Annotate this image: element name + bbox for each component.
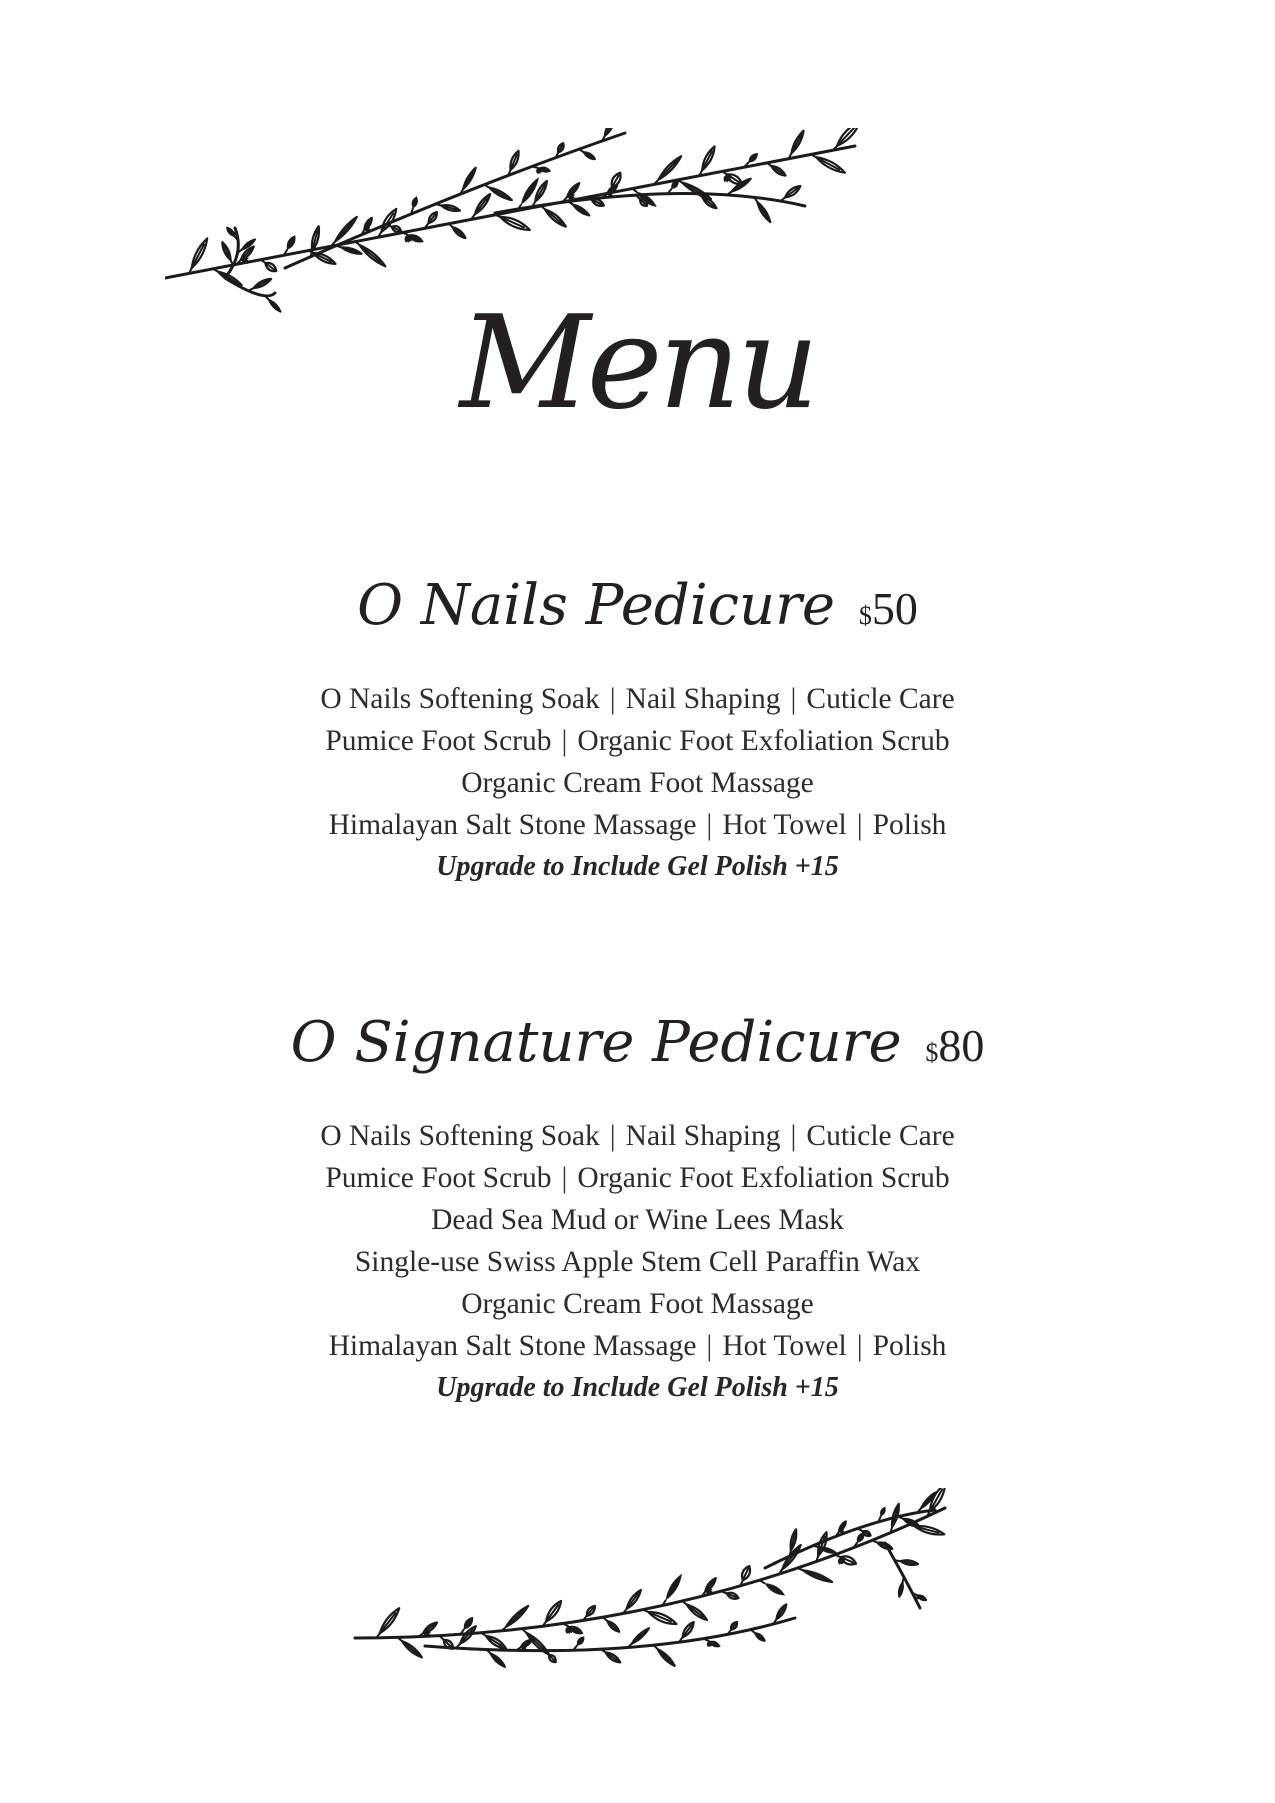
service-name: O Nails Pedicure <box>357 573 836 638</box>
service-item: Organic Cream Foot Massage <box>461 1288 814 1320</box>
service-items-list <box>0 1115 1275 1409</box>
item-separator: | <box>561 725 568 757</box>
item-line <box>0 1283 1275 1325</box>
price-currency-symbol: $ <box>858 601 872 630</box>
service-item: Polish <box>872 1330 947 1362</box>
service-price <box>859 583 918 634</box>
service-item: O Nails Softening Soak <box>320 1120 600 1152</box>
leafy-branch-bottom-icon <box>345 1488 1105 1688</box>
item-line <box>0 720 1275 762</box>
item-separator: | <box>706 1330 713 1362</box>
service-item: Single-use Swiss Apple Stem Cell Paraffin Wax <box>354 1246 921 1278</box>
service-item: Organic Foot Exfoliation Scrub <box>577 725 950 757</box>
service-section-2 <box>0 1010 1275 1409</box>
service-price <box>925 1020 984 1071</box>
price-amount: 80 <box>938 1020 985 1071</box>
upgrade-note: Upgrade to Include Gel Polish +15 <box>436 1372 839 1403</box>
item-line <box>0 1325 1275 1367</box>
service-item: Himalayan Salt Stone Massage <box>328 809 697 841</box>
item-separator: | <box>609 1120 616 1152</box>
item-line <box>0 1241 1275 1283</box>
service-item: Hot Towel <box>722 1330 847 1362</box>
item-separator: | <box>790 1120 797 1152</box>
item-line <box>0 1115 1275 1157</box>
price-amount: 50 <box>871 583 918 634</box>
item-separator: | <box>561 1162 568 1194</box>
service-title-2 <box>0 1010 1275 1087</box>
item-line <box>0 1199 1275 1241</box>
page-title: Menu <box>459 289 816 438</box>
item-line <box>0 1157 1275 1199</box>
service-items-list <box>0 678 1275 888</box>
service-item: Dead Sea Mud or Wine Lees Mask <box>431 1204 844 1236</box>
service-item: Nail Shaping <box>625 683 781 715</box>
service-item: Himalayan Salt Stone Massage <box>328 1330 697 1362</box>
service-item: Polish <box>872 809 947 841</box>
service-item: Cuticle Care <box>806 1120 955 1152</box>
item-separator: | <box>609 683 616 715</box>
service-section-1 <box>0 573 1275 888</box>
service-item: O Nails Softening Soak <box>320 683 600 715</box>
service-item: Pumice Foot Scrub <box>325 725 552 757</box>
item-line <box>0 804 1275 846</box>
item-separator: | <box>706 809 713 841</box>
item-line <box>0 762 1275 804</box>
item-separator: | <box>856 809 863 841</box>
price-currency-symbol: $ <box>925 1038 939 1067</box>
item-separator: | <box>856 1330 863 1362</box>
service-item: Pumice Foot Scrub <box>325 1162 552 1194</box>
service-item: Nail Shaping <box>625 1120 781 1152</box>
service-item: Organic Foot Exfoliation Scrub <box>577 1162 950 1194</box>
service-name: O Signature Pedicure <box>290 1010 902 1075</box>
upgrade-note: Upgrade to Include Gel Polish +15 <box>436 851 839 882</box>
item-line <box>0 678 1275 720</box>
service-title-1 <box>0 573 1275 650</box>
service-item: Organic Cream Foot Massage <box>461 767 814 799</box>
service-item: Hot Towel <box>722 809 847 841</box>
item-separator: | <box>790 683 797 715</box>
service-item: Cuticle Care <box>806 683 955 715</box>
